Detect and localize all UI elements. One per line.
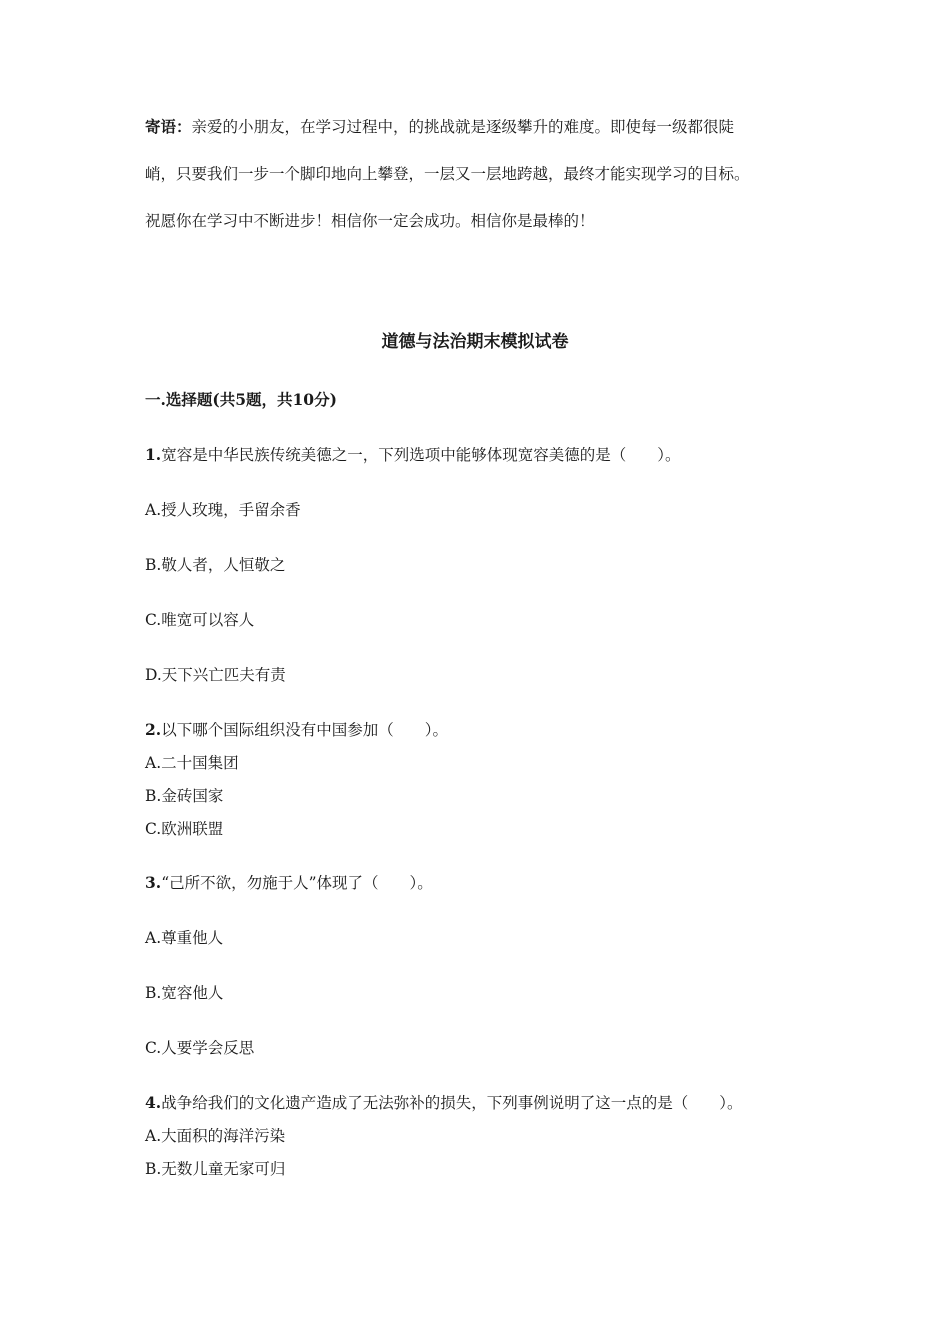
- question-1: [145, 445, 680, 465]
- question-text: 以下哪个国际组织没有中国参加（ ）。: [161, 721, 448, 739]
- intro-line-1: [145, 117, 734, 137]
- q3-option-c: C.人要学会反思: [145, 1039, 255, 1057]
- question-4: [145, 1093, 742, 1113]
- q1-option-c: C.唯宽可以容人: [145, 611, 255, 629]
- intro-label: 寄语：: [145, 117, 192, 136]
- q2-option-c: C.欧洲联盟: [145, 820, 224, 838]
- exam-title: 道德与法治期末模拟试卷: [381, 332, 569, 352]
- q1-option-b: B.敬人者，人恒敬之: [145, 556, 286, 574]
- q2-option-b: B.金砖国家: [145, 787, 224, 805]
- q1-option-d: D.天下兴亡匹夫有责: [145, 666, 286, 684]
- question-3: [145, 873, 433, 893]
- question-text: 战争给我们的文化遗产造成了无法弥补的损失，下列事例说明了这一点的是（ ）。: [161, 1094, 743, 1112]
- question-number: 3.: [145, 873, 162, 892]
- q4-option-a: A.大面积的海洋污染: [145, 1127, 286, 1145]
- section-heading: 一.选择题(共5题，共10分): [145, 390, 337, 409]
- question-number: 2.: [145, 720, 162, 739]
- q4-option-b: B.无数儿童无家可归: [145, 1160, 286, 1178]
- question-number: 4.: [145, 1093, 162, 1112]
- q3-option-a: A.尊重他人: [145, 929, 224, 947]
- q2-option-a: A.二十国集团: [145, 754, 239, 772]
- question-number: 1.: [145, 445, 162, 464]
- question-text: “己所不欲，勿施于人”体现了（ ）。: [161, 874, 433, 892]
- question-text: 宽容是中华民族传统美德之一，下列选项中能够体现宽容美德的是（ ）。: [161, 446, 681, 464]
- intro-line-3: 祝愿你在学习中不断进步！相信你一定会成功。相信你是最棒的！: [145, 212, 595, 230]
- q3-option-b: B.宽容他人: [145, 984, 224, 1002]
- intro-line-2: 峭，只要我们一步一个脚印地向上攀登，一层又一层地跨越，最终才能实现学习的目标。: [145, 165, 750, 183]
- q1-option-a: A.授人玫瑰，手留余香: [145, 501, 301, 519]
- intro-text-1: 亲爱的小朋友，在学习过程中，的挑战就是逐级攀升的难度。即使每一级都很陡: [191, 118, 735, 136]
- question-2: [145, 720, 448, 740]
